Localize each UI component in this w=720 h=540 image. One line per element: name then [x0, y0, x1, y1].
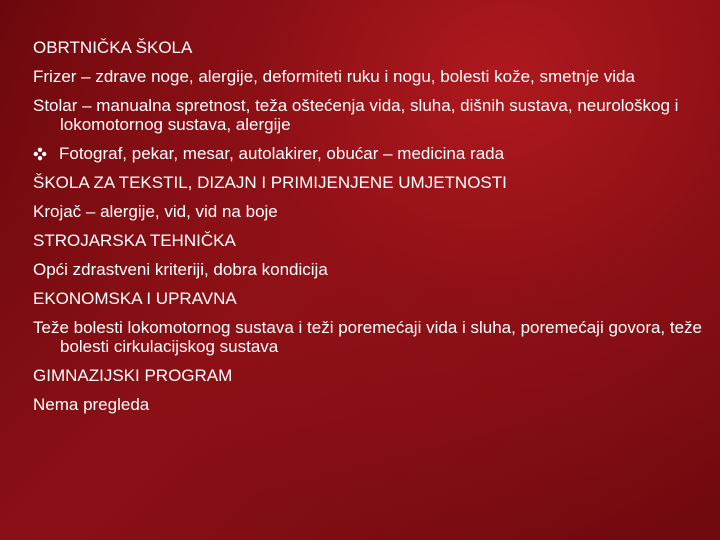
line-opci-kriteriji: Opći zdrastveni kriteriji, dobra kondicija: [33, 260, 328, 279]
line-frizer: Frizer – zdrave noge, alergije, deformiteti ruku i nogu, bolesti kože, smetnje vida: [33, 67, 635, 86]
line-nema-pregleda: Nema pregleda: [33, 395, 150, 414]
line-teze-bolesti: Teže bolesti lokomotornog sustava i teži poremećaji vida i sluha, poremećaji govora, teže bolesti cirkulacijskog sustava: [33, 318, 703, 356]
heading-strojarska-tehnicka: STROJARSKA TEHNIČKA: [33, 231, 236, 250]
slide-content: [33, 38, 703, 424]
heading-ekonomska-i-upravna: EKONOMSKA I UPRAVNA: [33, 289, 237, 308]
line-krojac: Krojač – alergije, vid, vid na boje: [33, 202, 278, 221]
heading-skola-za-tekstil: ŠKOLA ZA TEKSTIL, DIZAJN I PRIMIJENJENE UMJETNOSTI: [33, 173, 507, 192]
diamond-bullet-icon: [33, 147, 51, 161]
heading-gimnazijski-program: GIMNAZIJSKI PROGRAM: [33, 366, 233, 385]
line-fotograf-text: Fotograf, pekar, mesar, autolakirer, obućar – medicina rada: [59, 144, 505, 163]
line-stolar: Stolar – manualna spretnost, teža oštećenja vida, sluha, dišnih sustava, neurološkog i lokomotornog sustava, alergije: [33, 96, 679, 134]
heading-obrtnicka-skola: OBRTNIČKA ŠKOLA: [33, 38, 193, 57]
line-fotograf: [33, 144, 703, 163]
